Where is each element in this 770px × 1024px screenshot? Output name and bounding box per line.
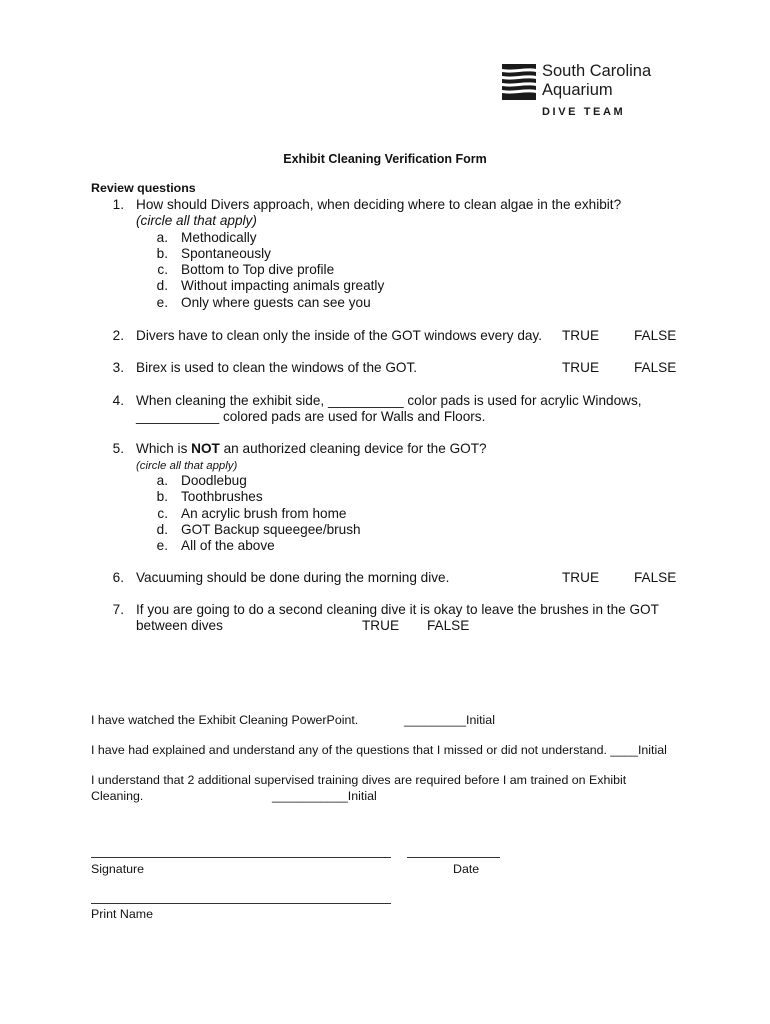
acknowledgement-training-line-2: Cleaning. <box>91 789 144 803</box>
question-5-text-start: Which is <box>136 441 192 456</box>
option-text: Spontaneously <box>181 246 271 261</box>
option-text: Methodically <box>181 230 257 245</box>
option-text: Doodlebug <box>181 473 247 488</box>
question-3-text: Birex is used to clean the windows of the GOT. <box>136 360 418 375</box>
question-1-text: How should Divers approach, when deciding where to clean algae in the exhibit? <box>136 197 622 212</box>
initial-field[interactable]: _________Initial <box>404 713 495 727</box>
question-number: 7. <box>112 602 124 617</box>
option-letter: b. <box>156 489 168 504</box>
option-letter: c. <box>157 262 168 277</box>
false-option: FALSE <box>634 570 677 585</box>
acknowledgement-training-line-1: I understand that 2 additional supervised training dives are required before I am trained on Exhibit <box>91 773 627 787</box>
option-letter: e. <box>156 295 168 310</box>
initial-field[interactable]: ___________Initial <box>272 789 377 803</box>
option-letter: c. <box>157 506 168 521</box>
form-title: Exhibit Cleaning Verification Form <box>283 152 487 166</box>
logo-subtitle: DIVE TEAM <box>542 106 626 118</box>
question-number: 6. <box>112 570 124 585</box>
true-option: TRUE <box>562 360 600 375</box>
question-1-note: (circle all that apply) <box>136 213 257 228</box>
print-name-label: Print Name <box>91 907 153 921</box>
option-letter: d. <box>156 522 168 537</box>
question-number: 1. <box>112 197 124 212</box>
question-2-text: Divers have to clean only the inside of the GOT windows every day. <box>136 328 542 343</box>
section-title: Review questions <box>91 181 196 195</box>
question-number: 4. <box>112 393 124 408</box>
signature-label: Signature <box>91 862 145 876</box>
question-5-emphasis: NOT <box>191 441 220 456</box>
option-letter: a. <box>156 473 168 488</box>
print-name-line[interactable] <box>91 903 391 904</box>
option-text: An acrylic brush from home <box>181 506 347 521</box>
option-letter: d. <box>156 278 168 293</box>
date-line[interactable] <box>407 857 500 858</box>
question-6-text: Vacuuming should be done during the morning dive. <box>136 570 450 585</box>
option-text: Without impacting animals greatly <box>181 278 385 293</box>
acknowledgement-powerpoint: I have watched the Exhibit Cleaning PowerPoint. <box>91 713 359 727</box>
option-letter: a. <box>156 230 168 245</box>
question-7-line-2: between dives <box>136 618 223 633</box>
true-option: TRUE <box>362 618 400 633</box>
false-option: FALSE <box>427 618 470 633</box>
question-5-text <box>136 441 487 457</box>
question-7-line-1: If you are going to do a second cleaning dive it is okay to leave the brushes in the GOT <box>136 602 659 617</box>
acknowledgement-explained[interactable]: I have had explained and understand any of the questions that I missed or did not understand. ____Initial <box>91 743 667 757</box>
option-text: All of the above <box>181 538 275 553</box>
question-4-line-1: When cleaning the exhibit side, __________ color pads is used for acrylic Windows, <box>136 393 642 408</box>
option-letter: b. <box>156 246 168 261</box>
date-label: Date <box>453 862 480 876</box>
signature-line[interactable] <box>91 857 391 858</box>
true-option: TRUE <box>562 570 600 585</box>
false-option: FALSE <box>634 360 677 375</box>
question-5-note: (circle all that apply) <box>136 460 238 472</box>
false-option: FALSE <box>634 328 677 343</box>
question-number: 3. <box>112 360 124 375</box>
question-number: 2. <box>112 328 124 343</box>
question-4-line-2: ___________ colored pads are used for Walls and Floors. <box>136 409 486 424</box>
aquarium-logo <box>502 60 672 122</box>
option-text: GOT Backup squeegee/brush <box>181 522 361 537</box>
option-text: Bottom to Top dive profile <box>181 262 335 277</box>
question-5-text-end: an authorized cleaning device for the GOT? <box>219 441 487 456</box>
question-number: 5. <box>112 441 124 456</box>
option-letter: e. <box>156 538 168 553</box>
true-option: TRUE <box>562 328 600 343</box>
option-text: Toothbrushes <box>181 489 263 504</box>
wave-logo-icon <box>502 64 536 100</box>
option-text: Only where guests can see you <box>181 295 371 310</box>
logo-name: South Carolina Aquarium <box>542 62 652 99</box>
